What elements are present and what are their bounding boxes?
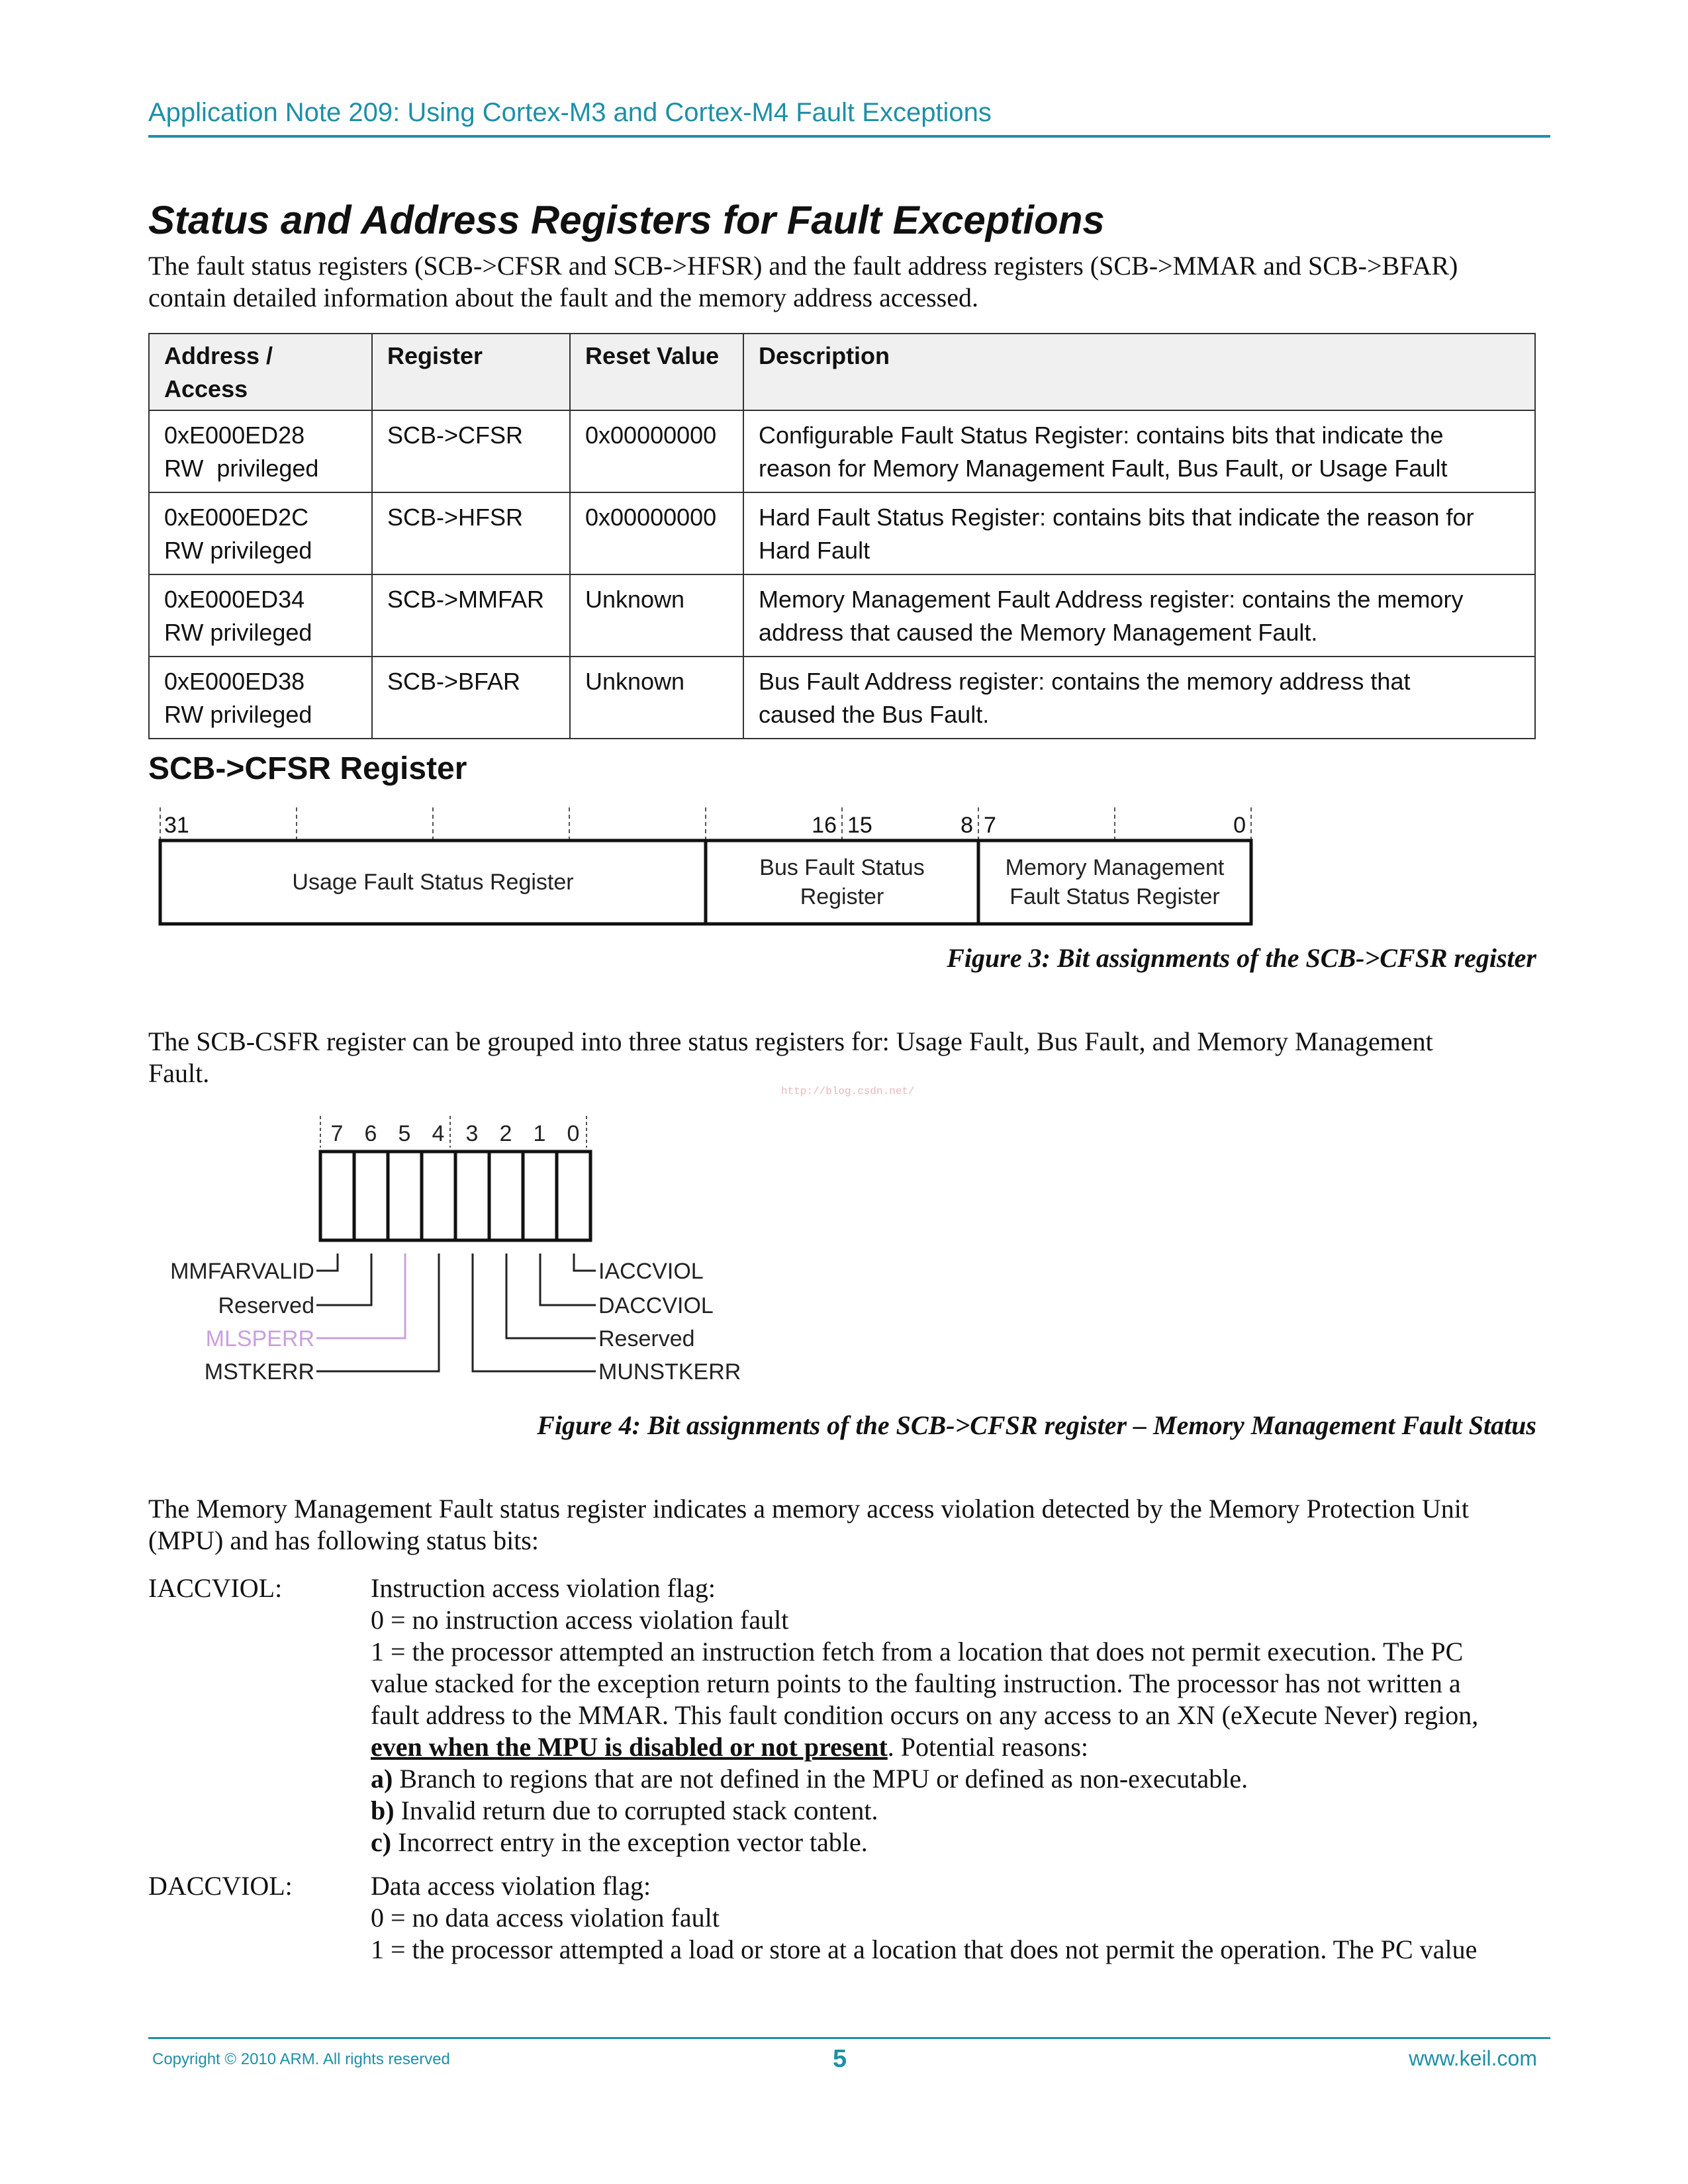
address-value: 0xE000ED34	[164, 586, 305, 613]
reason-text: Branch to regions that are not defined in the MPU or defined as non-executable.	[393, 1764, 1248, 1794]
reason-text: Invalid return due to corrupted stack content.	[394, 1796, 878, 1825]
daccviol-term: DACCVIOL:	[148, 1871, 293, 1901]
label-munstkerr: MUNSTKERR	[598, 1359, 741, 1385]
emphasis-text: even when the MPU is disabled or not present	[371, 1732, 888, 1762]
label-mstkerr: MSTKERR	[204, 1359, 314, 1385]
access-value: RW privileged	[164, 701, 312, 728]
reset-cell: Unknown	[570, 657, 743, 739]
table-row	[149, 492, 1535, 574]
grouping-paragraph	[148, 1026, 1538, 1089]
access-value: RW privileged	[164, 455, 319, 482]
label-reserved-right: Reserved	[598, 1326, 695, 1351]
reason-text: Incorrect entry in the exception vector table.	[391, 1827, 868, 1857]
section-intro	[148, 250, 1538, 314]
mmfsr-bit-0: 0	[567, 1121, 580, 1146]
mmfsr-bit-7: 7	[330, 1121, 344, 1146]
col-header-reset: Reset Value	[570, 334, 743, 410]
description-cell	[743, 657, 1535, 739]
definition-line: Instruction access violation flag:	[371, 1573, 716, 1603]
description-cell	[743, 410, 1535, 492]
bit-label-16: 16	[812, 813, 837, 838]
reset-cell: 0x00000000	[570, 410, 743, 492]
definition-text: . Potential reasons:	[887, 1732, 1089, 1762]
mmfsr-intro-line-1: The Memory Management Fault status register indicates a memory access violation detected by the Memory Protection Unit	[148, 1494, 1469, 1524]
footer-copyright: Copyright © 2010 ARM. All rights reserved	[152, 2050, 450, 2068]
daccviol-definition	[371, 1870, 1582, 1966]
mlsperr-leader	[316, 1253, 405, 1338]
bus-fault-field-line2: Register	[800, 884, 884, 909]
table-row	[149, 410, 1535, 492]
address-cell	[149, 410, 372, 492]
description-cell	[743, 492, 1535, 574]
footer-url-link[interactable]: www.keil.com	[1409, 2046, 1537, 2070]
figure-3-caption: Figure 3: Bit assignments of the SCB->CFSR register	[947, 943, 1536, 973]
access-value: RW privileged	[164, 537, 312, 564]
access-value: RW privileged	[164, 619, 312, 646]
figure-4-caption: Figure 4: Bit assignments of the SCB->CFSR register – Memory Management Fault Status	[537, 1410, 1536, 1440]
label-reserved-left: Reserved	[218, 1293, 314, 1318]
description-line: address that caused the Memory Management Fault.	[759, 619, 1318, 646]
col-header-description: Description	[743, 334, 1535, 410]
address-value: 0xE000ED38	[164, 668, 305, 695]
intro-line-2: contain detailed information about the fault and the memory address accessed.	[148, 283, 979, 312]
label-mlsperr: MLSPERR	[205, 1326, 314, 1351]
cfsr-section-title: SCB->CFSR Register	[148, 751, 467, 786]
mmfsr-intro-line-2: (MPU) and has following status bits:	[148, 1525, 539, 1555]
mmfsr-bit-diagram	[146, 1115, 768, 1392]
label-iaccviol: IACCVIOL	[598, 1259, 704, 1284]
address-value: 0xE000ED2C	[164, 504, 309, 531]
description-line: Memory Management Fault Address register: contains the memory	[759, 586, 1464, 613]
table-row	[149, 657, 1535, 739]
mem-fault-field-line2: Fault Status Register	[1009, 884, 1220, 909]
section-title: Status and Address Registers for Fault Exceptions	[148, 198, 1105, 242]
document-header-title: Application Note 209: Using Cortex-M3 and Cortex-M4 Fault Exceptions	[148, 98, 992, 127]
description-line: reason for Memory Management Fault, Bus Fault, or Usage Fault	[759, 455, 1448, 482]
definition-line: Data access violation flag:	[371, 1871, 651, 1901]
table-row	[149, 574, 1535, 657]
reason-key: c)	[371, 1827, 392, 1857]
address-value: 0xE000ED28	[164, 422, 305, 449]
iaccviol-definition	[371, 1572, 1582, 1858]
usage-fault-field: Usage Fault Status Register	[292, 870, 574, 895]
mmfsr-bit-3: 3	[465, 1121, 479, 1146]
mmfsr-bit-2: 2	[499, 1121, 512, 1146]
definition-line	[371, 1731, 1582, 1763]
definition-line: fault address to the MMAR. This fault condition occurs on any access to an XN (eXecute Never) region,	[371, 1700, 1479, 1730]
register-cell: SCB->BFAR	[372, 657, 570, 739]
definition-line: 1 = the processor attempted a load or store at a location that does not permit the operation. The PC value	[371, 1934, 1477, 1964]
iaccviol-term: IACCVIOL:	[148, 1573, 283, 1603]
intro-line-1: The fault status registers (SCB->CFSR and SCB->HFSR) and the fault address registers (SCB->MMAR and SCB->BFAR)	[148, 251, 1458, 281]
bit-label-7: 7	[984, 813, 996, 838]
cfsr-bit-diagram	[152, 806, 1264, 932]
label-daccviol: DACCVIOL	[598, 1293, 714, 1318]
label-mmfarvalid: MMFARVALID	[170, 1259, 314, 1284]
table-header-row	[149, 334, 1535, 410]
reset-cell: Unknown	[570, 574, 743, 657]
description-line: Bus Fault Address register: contains the memory address that	[759, 668, 1411, 695]
description-line: Hard Fault Status Register: contains bits that indicate the reason for	[759, 504, 1474, 531]
mmfsr-bit-6: 6	[364, 1121, 377, 1146]
reason-key: a)	[371, 1764, 393, 1794]
header-divider	[148, 135, 1550, 138]
grouping-line-2: Fault.	[148, 1058, 210, 1088]
register-table	[148, 333, 1536, 739]
mmfsr-bit-1: 1	[533, 1121, 546, 1146]
col-header-address: Address / Access	[149, 334, 372, 410]
register-cell: SCB->HFSR	[372, 492, 570, 574]
address-cell	[149, 492, 372, 574]
register-cell: SCB->CFSR	[372, 410, 570, 492]
description-line: caused the Bus Fault.	[759, 701, 990, 728]
definition-line: 0 = no instruction access violation fault	[371, 1605, 789, 1635]
reason-b	[371, 1795, 1582, 1827]
description-line: Configurable Fault Status Register: contains bits that indicate the	[759, 422, 1444, 449]
bus-fault-field-line1: Bus Fault Status	[759, 855, 925, 880]
description-line: Hard Fault	[759, 537, 870, 564]
bit-label-31: 31	[164, 813, 189, 838]
mmfsr-bit-4: 4	[432, 1121, 445, 1146]
col-header-register: Register	[372, 334, 570, 410]
reason-key: b)	[371, 1796, 395, 1825]
bit-label-0: 0	[1233, 813, 1246, 838]
definition-line: 0 = no data access violation fault	[371, 1903, 720, 1933]
watermark-text: http://blog.csdn.net/	[781, 1085, 915, 1097]
bit-label-8: 8	[961, 813, 973, 838]
address-cell	[149, 574, 372, 657]
description-cell	[743, 574, 1535, 657]
reset-cell: 0x00000000	[570, 492, 743, 574]
reason-c	[371, 1827, 1582, 1858]
mmfsr-bit-5: 5	[398, 1121, 411, 1146]
reason-a	[371, 1763, 1582, 1795]
grouping-line-1: The SCB-CSFR register can be grouped into three status registers for: Usage Fault, Bus Fault, and Memory Management	[148, 1026, 1433, 1056]
definition-line: 1 = the processor attempted an instruction fetch from a location that does not permit execution. The PC	[371, 1637, 1464, 1666]
address-cell	[149, 657, 372, 739]
register-cell: SCB->MMFAR	[372, 574, 570, 657]
definition-line: value stacked for the exception return points to the faulting instruction. The processor has not written a	[371, 1668, 1461, 1698]
footer-divider	[148, 2037, 1550, 2039]
mem-fault-field-line1: Memory Management	[1005, 855, 1225, 880]
bit-label-15: 15	[847, 813, 872, 838]
mmfsr-intro-paragraph	[148, 1493, 1538, 1557]
page-number: 5	[833, 2045, 847, 2073]
